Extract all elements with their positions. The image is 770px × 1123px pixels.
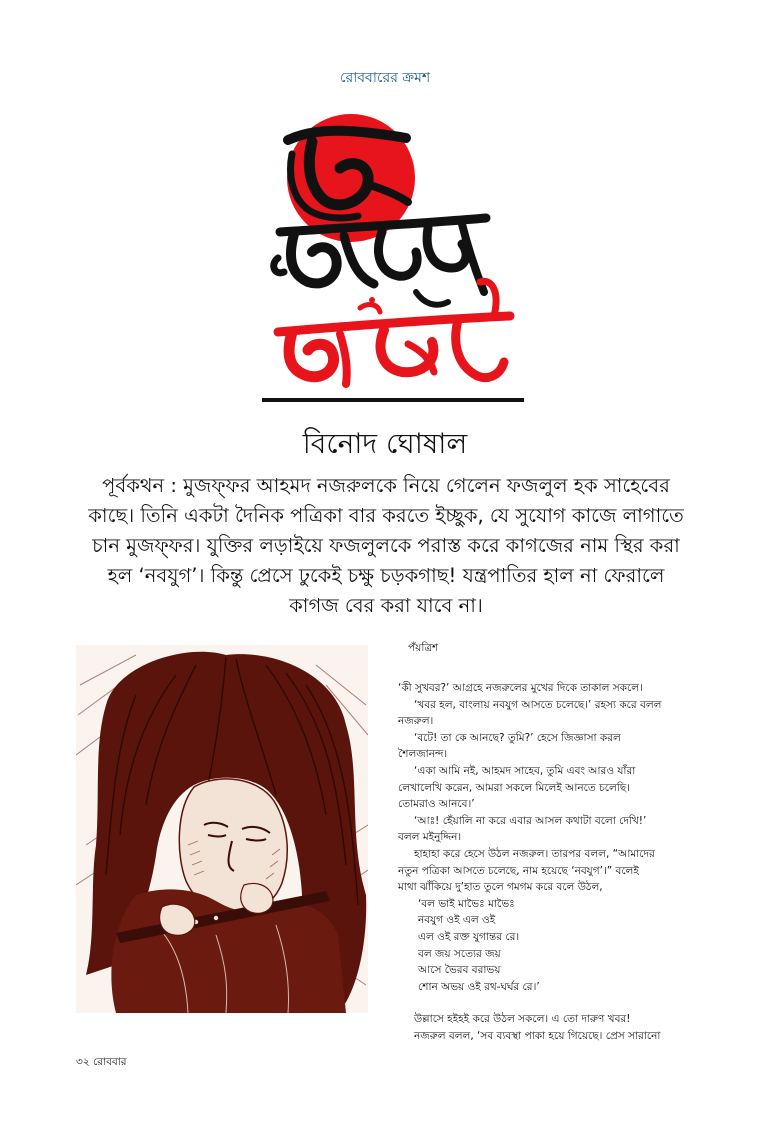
body-line: মাথা ঝাঁকিয়ে দু’হাত তুলে গমগম করে বলে উঠল, bbox=[398, 881, 603, 894]
body-line: লেখালেখি করেন, আমরা সকলে মিলেই আনতে চলেছি। bbox=[398, 781, 630, 794]
verse-line: বল জয় সত্যের জয় bbox=[418, 947, 501, 960]
story-summary bbox=[70, 471, 702, 621]
verse-line: এল ওই রক্ত যুগান্তর রে। bbox=[418, 930, 520, 943]
body-line: ‘একা আমি নই, আহমদ সাহেব, তুমি এবং আরও যাঁরা bbox=[414, 764, 636, 777]
nazrul-flute-illustration bbox=[76, 645, 368, 1013]
story-body bbox=[398, 680, 718, 1044]
author-name: বিনোদ ঘোষাল bbox=[302, 427, 468, 460]
body-line: উল্লাসে হইহই করে উঠল সকলে। এ তো দারুণ খবর! bbox=[414, 1013, 631, 1026]
verse-line: আসে ভৈরব বরাভয় bbox=[418, 964, 501, 977]
summary-line: চান মুজফ্‌ফর। যুক্তির লড়াইয়ে ফজলুলকে পরাস্ত করে কাগজের নাম স্থির করা bbox=[92, 534, 680, 557]
title-rule bbox=[262, 398, 524, 402]
verse-line: ‘বল ভাই মাভৈঃ মাভৈঃ bbox=[418, 897, 515, 910]
section-kicker: রোববারের ক্রমশ bbox=[339, 70, 431, 86]
body-line: শৈলজানন্দ। bbox=[398, 748, 448, 761]
chapter-number: পঁয়ত্রিশ bbox=[408, 642, 439, 654]
summary-line: কাছে। তিনি একটা দৈনিক পত্রিকা বার করতে ইচ্ছুক, যে সুযোগ কাজে লাগাতে bbox=[88, 504, 684, 527]
body-line: নজরুল। bbox=[398, 715, 434, 728]
body-line: নজরুল বলল, ‘সব ব্যবস্থা পাকা হয়ে গিয়েছে। প্রেস সারানো bbox=[414, 1029, 661, 1042]
title-calligraphy bbox=[248, 96, 538, 396]
body-line: হাহাহা করে হেসে উঠল নজরুল। তারপর বলল, “আমাদের bbox=[414, 847, 655, 860]
page-folio: ৩২ রোববার bbox=[76, 1056, 127, 1068]
portrait-sketch bbox=[76, 645, 368, 1013]
title-logo bbox=[248, 96, 538, 396]
verse-line: নবযুগ ওই এল ওই bbox=[418, 914, 496, 927]
body-line: বলল মইনুদ্দিন। bbox=[398, 831, 462, 844]
body-line: তোমরাও আনবে।’ bbox=[398, 798, 475, 811]
logo-word-banshi bbox=[278, 281, 510, 384]
paragraph-gap bbox=[398, 995, 718, 1011]
body-line: ‘খবর হল, বাংলায় নবযুগ আসতে চলেছে।’ রহস্য করে বলল bbox=[414, 698, 662, 711]
summary-line: পূর্বকথন : মুজফ্‌ফর আহমদ নজরুলকে নিয়ে গেলেন ফজলুল হক সাহেবের bbox=[102, 474, 670, 497]
body-shape bbox=[111, 889, 346, 1013]
body-line: নতুন পত্রিকা আসতে চলেছে, নাম হয়েছে ‘নবযুগ’।” বলেই bbox=[398, 864, 639, 877]
body-line: ‘কী সুখবর?’ আগ্রহে নজরুলের মুখের দিকে তাকাল সকলে। bbox=[398, 682, 643, 694]
logo-word-bajay bbox=[274, 218, 486, 305]
summary-line: হল ‘নবযুগ’। কিন্তু প্রেসে ঢুকেই চক্ষু চড়কগাছ! যন্ত্রপাতির হাল না ফেরালে bbox=[107, 564, 665, 587]
body-line: ‘আঃ! হেঁয়ালি না করে এবার আসল কথাটা বলো দেখি!’ bbox=[414, 814, 647, 827]
verse-line: শোন অভয় ওই রথ-ঘর্ঘর রে।’ bbox=[418, 980, 540, 993]
summary-line: কাগজ বের করা যাবে না। bbox=[289, 594, 483, 617]
body-line: ‘বটে! তা কে আনছে? তুমি?’ হেসে জিজ্ঞাসা করল bbox=[414, 731, 621, 744]
